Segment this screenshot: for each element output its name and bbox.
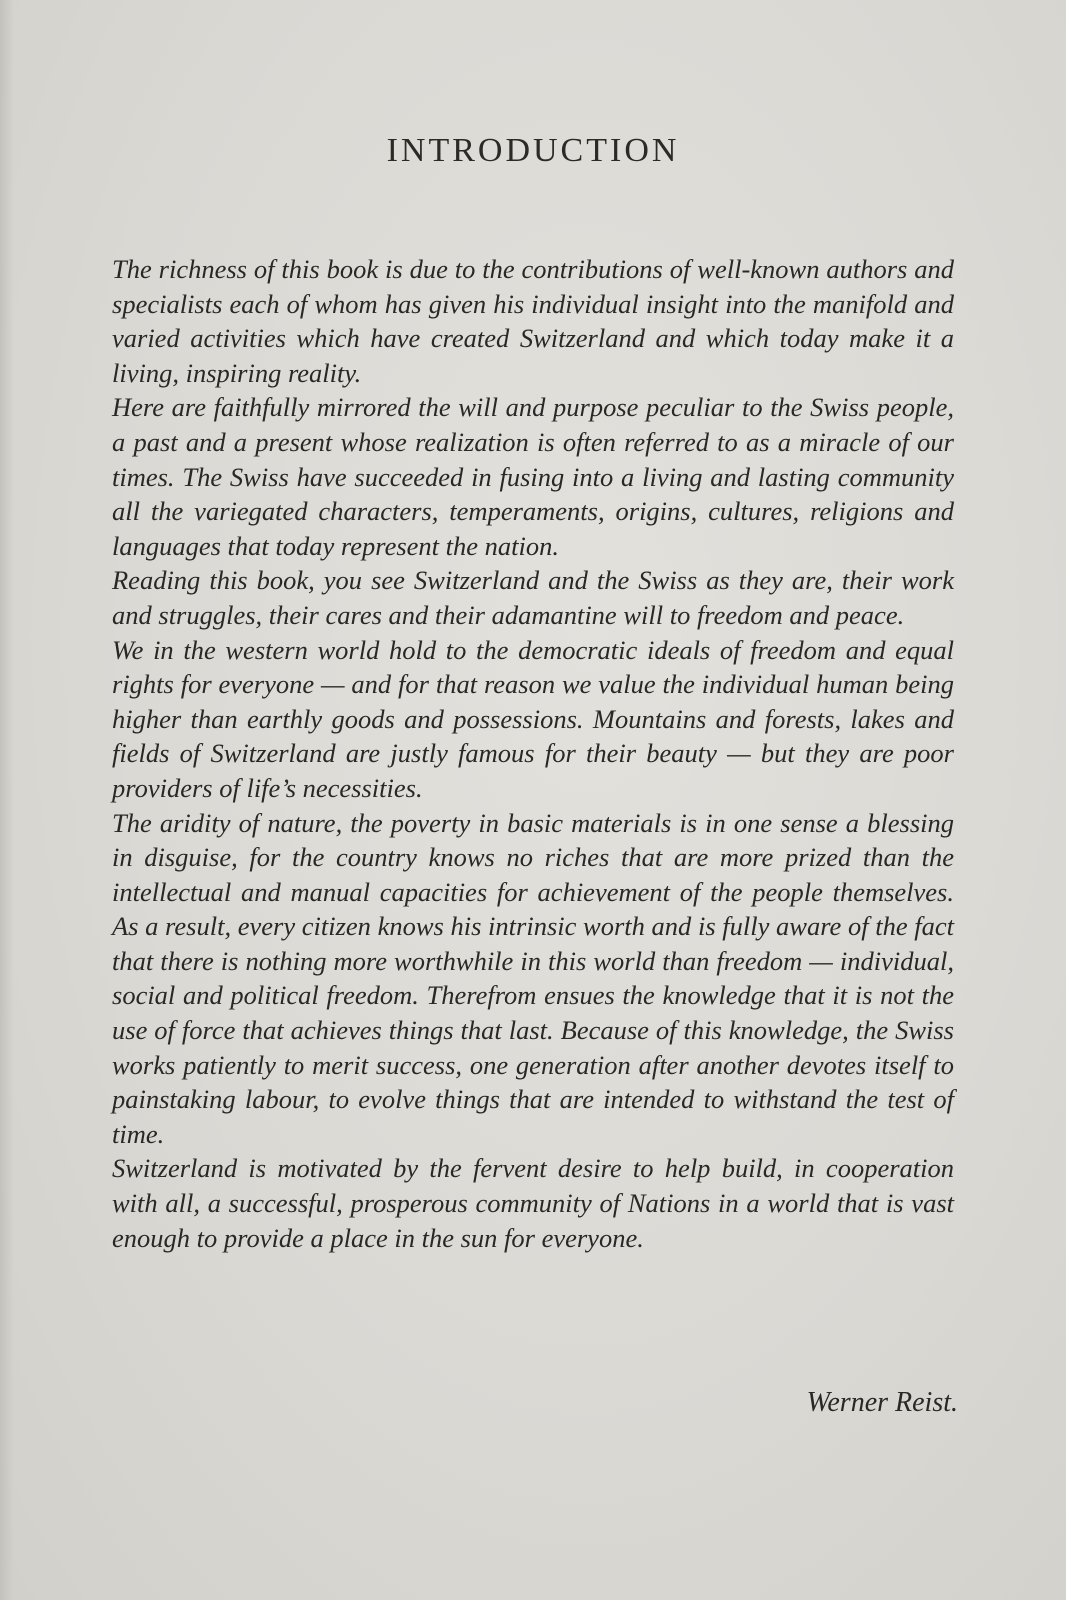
- paragraph: The aridity of nature, the poverty in basic materials is in one sense a blessing in disguise, for the country knows no riches that are more prized than the intellectual and manual capacities for achievement of the people themselves. As a result, every citizen knows his intrinsic worth and is fully aware of the fact that there is nothing more worthwhile in this world than freedom — individual, social and political freedom. Therefrom ensues the knowledge that it is not the use of force that achieves things that last. Because of this knowledge, the Swiss works patiently to merit success, one generation after another devotes itself to painstaking labour, to evolve things that are intended to withstand the test of time.: [112, 807, 954, 1149]
- author-signature: Werner Reist.: [806, 1387, 958, 1418]
- introduction-body: [112, 252, 954, 1255]
- page-title: INTRODUCTION: [386, 132, 680, 169]
- paragraph: The richness of this book is due to the contributions of well-known authors and specialists each of whom has given his individual insight into the manifold and varied activities which have created Switzerland and which today make it a living, inspiring reality.: [112, 254, 954, 388]
- paragraph: Switzerland is motivated by the fervent desire to help build, in cooperation with all, a successful, prosperous community of Nations in a world that is vast enough to provide a place in the sun for everyone.: [112, 1153, 954, 1253]
- page-gutter-shadow: [0, 0, 14, 1600]
- paragraph: Here are faithfully mirrored the will and purpose peculiar to the Swiss people, a past and a present whose realization is often referred to as a miracle of our times. The Swiss have succeeded in fusing into a living and lasting community all the variegated characters, temperaments, origins, cultures, religions and languages that today represent the nation.: [112, 392, 954, 561]
- paragraph: Reading this book, you see Switzerland and the Swiss as they are, their work and struggles, their cares and their adamantine will to freedom and peace.: [112, 565, 954, 630]
- paragraph: We in the western world hold to the democratic ideals of freedom and equal rights for everyone — and for that reason we value the individual human being higher than earthly goods and possessions. Mountains and forests, lakes and fields of Switzerland are justly famous for their beauty — but they are poor providers of life’s necessities.: [112, 634, 954, 803]
